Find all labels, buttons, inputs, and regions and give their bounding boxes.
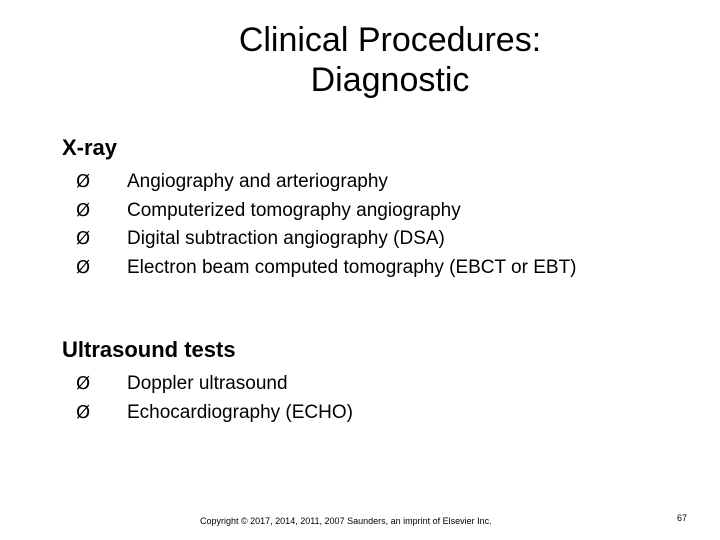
list-item (76, 254, 627, 283)
list-item (76, 168, 616, 197)
arrow-bullet-icon: Ø (76, 199, 91, 221)
arrow-bullet-icon: Ø (76, 401, 91, 423)
xray-heading: X-ray (62, 135, 118, 160)
list-item-text: Angiography and arteriography (127, 171, 388, 192)
list-item (76, 197, 616, 226)
list-item (76, 399, 616, 428)
slide-title-line-2: Diagnostic (310, 61, 470, 99)
arrow-bullet-icon: Ø (76, 228, 91, 249)
ultrasound-list (76, 370, 616, 427)
list-item-text: Digital subtraction angiography (DSA) (127, 228, 445, 249)
list-item-text: Echocardiography (ECHO) (127, 401, 353, 423)
list-item-text: Computerized tomography angiography (127, 199, 461, 221)
copyright-notice: Copyright © 2017, 2014, 2011, 2007 Saunders, an imprint of Elsevier Inc. (200, 516, 492, 526)
xray-list (76, 168, 616, 282)
page-number: 67 (677, 513, 688, 523)
arrow-bullet-icon: Ø (76, 256, 91, 278)
list-item-text: Electron beam computed tomography (EBCT or EBT) (127, 256, 577, 278)
arrow-bullet-icon: Ø (76, 171, 91, 192)
list-item (76, 225, 616, 254)
list-item-text: Doppler ultrasound (127, 373, 288, 394)
slide-title (120, 20, 660, 100)
slide-title-line-1: Clinical Procedures: (238, 21, 542, 59)
ultrasound-heading: Ultrasound tests (62, 337, 236, 362)
list-item (76, 370, 616, 399)
arrow-bullet-icon: Ø (76, 373, 91, 394)
